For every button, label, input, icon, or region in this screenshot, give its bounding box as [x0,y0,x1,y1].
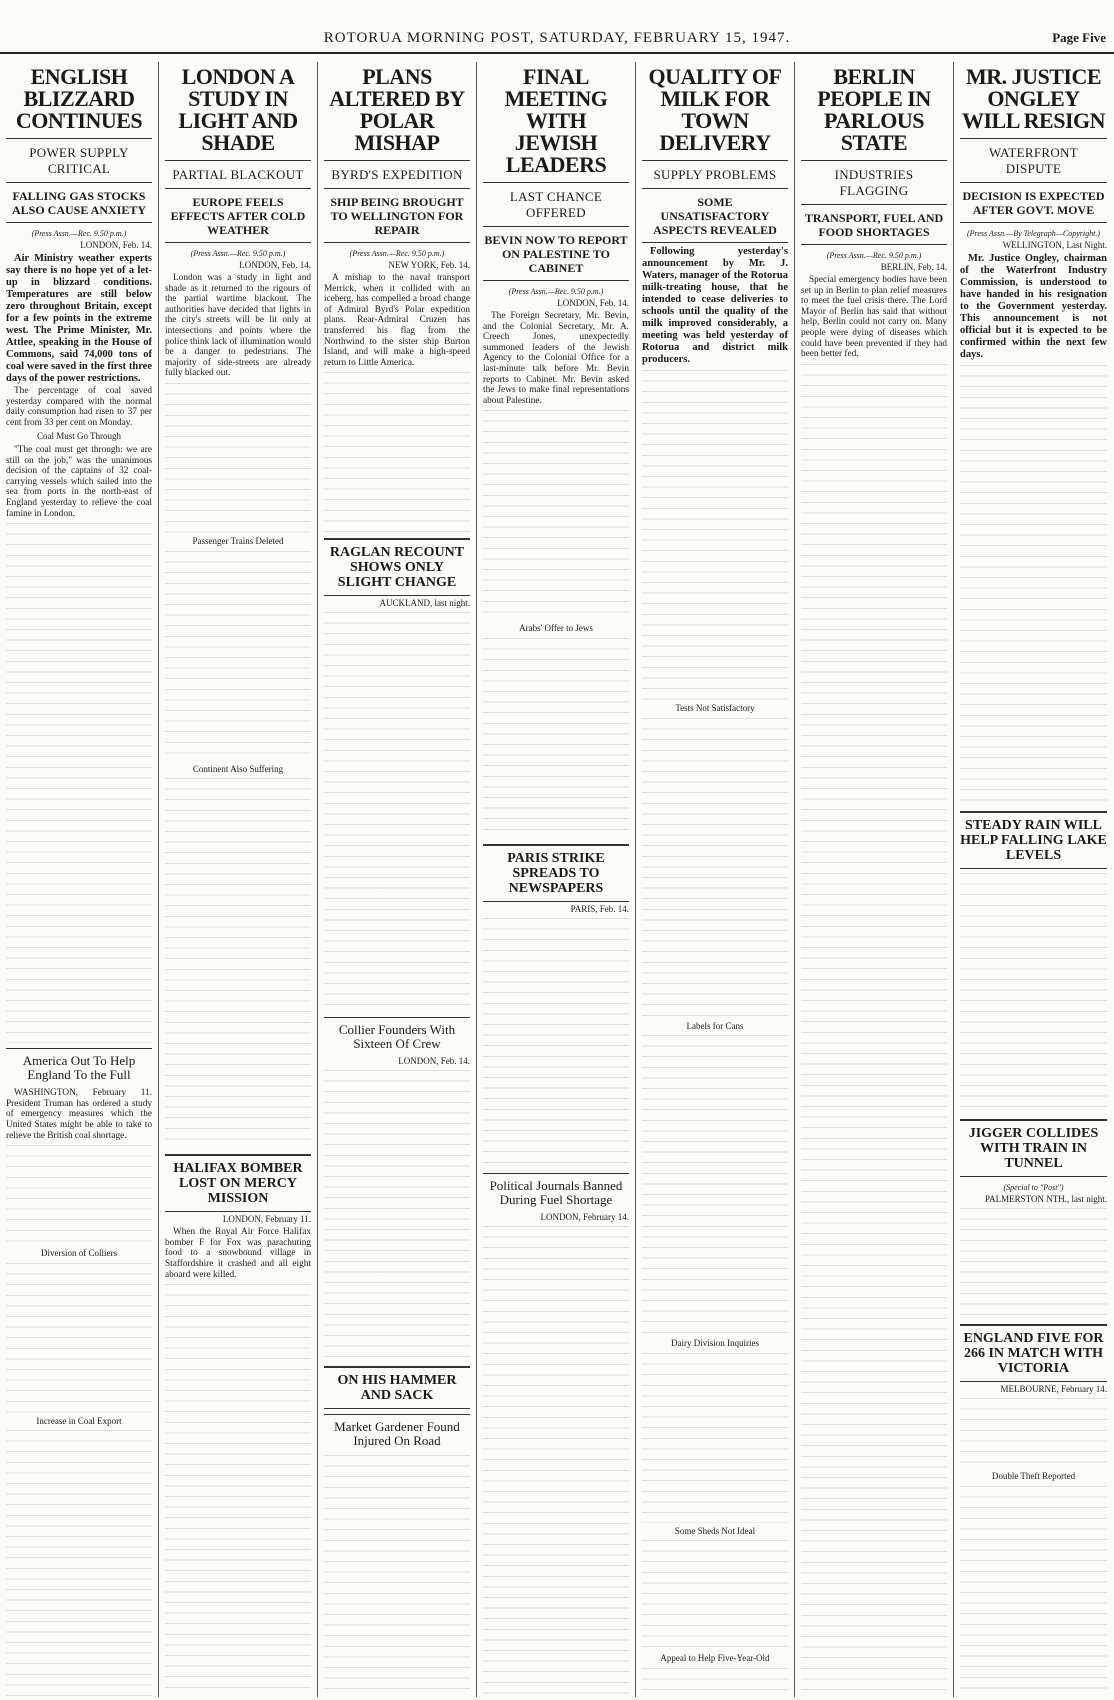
crosshead: Continent Also Suffering [192,763,284,774]
story-headline: ENGLAND FIVE FOR 266 IN MATCH WITH VICTORIA [960,1324,1107,1382]
text-lines [483,638,629,838]
text-lines [960,365,1107,805]
article-body [960,873,1107,1113]
subheadline: SUPPLY PROBLEMS [642,161,788,189]
paragraph: WASHINGTON, February 11. President Truman has ordered a study of emergency measures which the United States might be able to take to relieve the British coal shortage. [6,1088,152,1141]
credit-line: (Special to "Post") [1003,1183,1064,1192]
article-body [960,253,1107,805]
text-lines [642,1353,788,1523]
subheadline: POWER SUPPLY CRITICAL [6,139,152,183]
page-number: Page Five [1052,30,1106,45]
credit-line: (Press Assn.—Rec. 9.50 p.m.) [349,249,445,258]
article-body [960,1208,1107,1318]
paragraph: The percentage of coal saved yesterday compared with the normal daily consumption had risen to 37 per cent from 33 per cent on Monday. [6,386,152,428]
story-headline: America Out To Help England To the Full [6,1048,152,1085]
article-body [324,1455,470,1697]
dateline: NEW YORK, Feb. 14. [388,260,470,270]
story-headline: PARIS STRIKE SPREADS TO NEWSPAPERS [483,844,629,902]
article-body [960,1398,1107,1697]
crosshead: Coal Must Go Through [36,431,122,442]
crosshead: Dairy Division Inquiries [671,1338,759,1349]
story-headline: HALIFAX BOMBER LOST ON MERCY MISSION [165,1154,311,1212]
column-7 [954,62,1113,1697]
column-6 [795,62,954,1697]
story-headline: JIGGER COLLIDES WITH TRAIN IN TUNNEL [960,1119,1107,1177]
crosshead: Double Theft Reported [991,1471,1076,1481]
text-lines [642,1540,788,1650]
credit-line: (Press Assn.—Rec. 9.50 p.m.) [826,251,922,260]
dateline: PALMERSTON NTH., last night. [984,1194,1107,1204]
crosshead: Diversion of Colliers [41,1248,117,1259]
article-body [642,246,788,1697]
paragraph: A mishap to the naval transport Merrick, when it collided with an iceberg, has compelled a broad change of Admiral Byrd's Polar expedition plans. Rear-Admiral Cruzen has transferred his flag from the Northwind to the sister ship Burton Island, and will make a high-speed return to Little America. [324,273,470,368]
story-headline: RAGLAN RECOUNT SHOWS ONLY SLIGHT CHANGE [324,538,470,596]
text-lines [960,1486,1107,1697]
story-headline: Political Journals Banned During Fuel Shortage [483,1173,629,1210]
text-lines [165,551,311,761]
headline: ENGLISH BLIZZARD CONTINUES [6,62,152,139]
text-lines [324,612,470,1012]
story-headline: ON HIS HAMMER AND SACK [324,1366,470,1409]
text-lines [324,1070,470,1360]
text-lines [483,918,629,1168]
dateline: LONDON, Feb. 14. [239,260,311,270]
paragraph: The Foreign Secretary, Mr. Bevin, and the Colonial Secretary, Mr. A. Creech Jones, unexpectedly summoned leaders of the Jewish Agency to the Colonial Office for a last-minute talk before Mr. Bevin reports to Cabinet. Mr. Bevin asked the Jews to make final representations about Palestine. [483,311,629,406]
article-body [801,275,947,1697]
subheadline: BYRD'S EXPEDITION [324,161,470,189]
article-body [324,1070,470,1360]
column-3 [318,62,477,1697]
text-lines [642,718,788,1018]
paragraph: "The coal must get through: we are still on the job," was the unanimous decision of the captains of 32 coal-carrying vessels which sailed into the sea from ports in the north-east of England yesterday to relieve the coal famine in London. [6,444,152,519]
headline: MR. JUSTICE ONGLEY WILL RESIGN [960,62,1107,139]
text-lines [483,1226,629,1697]
dateline: AUCKLAND, last night. [379,598,470,609]
subheadline: PARTIAL BLACKOUT [165,161,311,189]
headline: PLANS ALTERED BY POLAR MISHAP [324,62,470,161]
article-body [165,1227,311,1697]
subheadline: INDUSTRIES FLAGGING [801,161,947,205]
column-2 [159,62,318,1697]
paragraph: When the Royal Air Force Halifax bomber F for Fox was parachuting food to a snowbound village in Staffordshire it crashed and all eight aboard were killed. [165,1227,311,1280]
text-lines [324,372,470,532]
story-headline: STEADY RAIN WILL HELP FALLING LAKE LEVELS [960,811,1107,869]
text-lines [6,1145,152,1245]
paragraph: Mr. Justice Ongley, chairman of the Waterfront Industry Commission, is understood to have handed in his resignation to the Government yesterday. This announcement is not official but it is expected to be confirmed within the next few days. [960,253,1107,360]
article-body [6,253,152,1043]
deck: EUROPE FEELS EFFECTS AFTER COLD WEATHER [165,189,311,243]
text-lines [642,370,788,700]
crosshead: Tests Not Satisfactory [675,703,755,713]
text-lines [960,1398,1107,1468]
column-5 [636,62,795,1697]
credit-line: (Press Assn.—By Telegraph—Copyright.) [966,229,1101,238]
dateline: LONDON, Feb. 14. [80,240,152,250]
masthead-title: ROTORUA MORNING POST, SATURDAY, FEBRUARY 15, 1947. [323,30,791,46]
deck: SOME UNSATISFACTORY ASPECTS REVEALED [642,189,788,243]
article-body [483,1226,629,1697]
text-lines [324,1455,470,1697]
headline: FINAL MEETING WITH JEWISH LEADERS [483,62,629,183]
crosshead: Labels for Cans [686,1020,744,1031]
credit-line: (Press Assn.—Rec. 9.50 p.m.) [190,249,286,258]
text-lines [642,1035,788,1335]
dateline: WELLINGTON, Last Night. [1002,240,1107,250]
column-1 [0,62,159,1697]
text-lines [6,523,152,1043]
deck: DECISION IS EXPECTED AFTER GOVT. MOVE [960,183,1107,223]
columns [0,62,1114,1697]
text-lines [165,1284,311,1697]
deck: FALLING GAS STOCKS ALSO CAUSE ANXIETY [6,183,152,223]
paragraph: London was a study in light and shade as it returned to the rigours of the partial wartime blackout. The authorities have decided that lights in the city's streets will be lit only at intersections and points where the police think lack of illumination would be a danger to pedestrians. The majority of side-streets are already fully blacked out. [165,273,311,379]
crosshead: Appeal to Help Five-Year-Old [660,1653,770,1664]
paragraph: Special emergency bodies have been set up in Berlin to plan relief measures to meet the fuel crisis there. The Lord Mayor of Berlin has said that without help, Berlin could not carry on. Many people were dying of diseases which could have been prevented if they had been better fed. [801,275,947,360]
masthead [0,28,1114,54]
headline: BERLIN PEOPLE IN PARLOUS STATE [801,62,947,161]
credit-line: (Press Assn.—Rec. 9.50 p.m.) [508,287,604,296]
dateline: LONDON, Feb. 14. [557,298,629,308]
article-body [6,1088,152,1697]
paragraph: Following yesterday's announcement by Mr. J. Waters, manager of the Rotorua milk-treating house, that he intended to cease deliveries to schools until the quality of the milk improved considerably, a meeting was held yesterday of Rotorua and district milk producers. [642,246,788,365]
column-4 [477,62,636,1697]
headline: LONDON A STUDY IN LIGHT AND SHADE [165,62,311,161]
dateline: LONDON, Feb. 14. [398,1056,470,1067]
deck: TRANSPORT, FUEL AND FOOD SHORTAGES [801,205,947,245]
text-lines [960,873,1107,1113]
crosshead: Some Sheds Not Ideal [674,1525,756,1536]
article-body [324,612,470,1012]
deck: SHIP BEING BROUGHT TO WELLINGTON FOR REPAIR [324,189,470,243]
text-lines [165,778,311,1148]
article-body [324,273,470,532]
subheadline: WATERFRONT DISPUTE [960,139,1107,183]
dateline: MELBOURNE, February 14. [1000,1384,1107,1394]
text-lines [6,1263,152,1413]
story-subheadline: Market Gardener Found Injured On Road [324,1414,470,1451]
credit-line: (Press Assn.—Rec. 9.50 p.m.) [31,229,127,238]
dateline: BERLIN, Feb. 14. [880,262,947,272]
text-lines [642,1668,788,1697]
article-body [483,311,629,838]
text-lines [960,1208,1107,1318]
article-body [483,918,629,1168]
subheadline: LAST CHANCE OFFERED [483,183,629,227]
crosshead: Increase in Coal Export [36,1415,122,1426]
headline: QUALITY OF MILK FOR TOWN DELIVERY [642,62,788,161]
dateline: LONDON, February 11. [222,1214,311,1225]
text-lines [6,1430,152,1697]
dateline: LONDON, February 14. [540,1211,629,1222]
deck: BEVIN NOW TO REPORT ON PALESTINE TO CABINET [483,227,629,281]
crosshead: Passenger Trains Deleted [192,535,284,546]
article-body [165,273,311,1148]
story-headline: Collier Founders With Sixteen Of Crew [324,1017,470,1054]
dateline: PARIS, Feb. 14. [570,903,629,914]
crosshead: Arabs' Offer to Jews [519,623,593,634]
paragraph: Air Ministry weather experts say there is no hope yet of a let-up in blizzard conditions. Temperatures are still below zero throughout Britain, except for a few points in the extreme west. The Prime Minister, Mr. Attlee, speaking in the House of Commons, said 74,000 tons of coal were saved in the first three days of the power restrictions. [6,253,152,384]
text-lines [165,383,311,533]
text-lines [801,364,947,1697]
text-lines [483,410,629,620]
